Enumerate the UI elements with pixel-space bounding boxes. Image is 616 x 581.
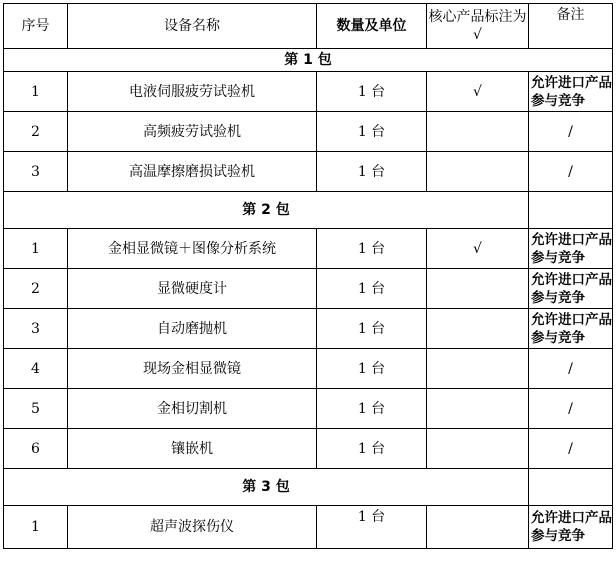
cell-name: 自动磨抛机 — [68, 309, 317, 349]
cell-core: √ — [427, 229, 529, 269]
package-note-empty — [529, 192, 613, 229]
cell-qty: 1 台 — [317, 269, 427, 309]
table-row — [4, 72, 613, 112]
header-qty: 数量及单位 — [317, 4, 427, 49]
cell-qty: 1 台 — [317, 229, 427, 269]
package-label: 第 2 包 — [4, 192, 529, 229]
cell-core — [427, 349, 529, 389]
package-label: 第 3 包 — [4, 469, 529, 506]
table-row — [4, 429, 613, 469]
cell-core — [427, 506, 529, 549]
cell-qty: 1 台 — [317, 112, 427, 152]
cell-qty: 1 台 — [317, 506, 427, 549]
cell-name: 金相切割机 — [68, 389, 317, 429]
cell-index: 6 — [4, 429, 68, 469]
package-label: 第 1 包 — [4, 49, 613, 72]
cell-core — [427, 429, 529, 469]
cell-core: √ — [427, 72, 529, 112]
table-row — [4, 349, 613, 389]
table-row — [4, 269, 613, 309]
equipment-table — [3, 3, 613, 549]
cell-name: 金相显微镜＋图像分析系统 — [68, 229, 317, 269]
cell-qty: 1 台 — [317, 309, 427, 349]
cell-core — [427, 112, 529, 152]
table-row — [4, 309, 613, 349]
cell-name: 镶嵌机 — [68, 429, 317, 469]
cell-note: / — [529, 429, 613, 469]
table-row — [4, 389, 613, 429]
cell-index: 1 — [4, 506, 68, 549]
cell-qty: 1 台 — [317, 152, 427, 192]
package-row — [4, 192, 613, 229]
cell-note: / — [529, 112, 613, 152]
cell-note: / — [529, 152, 613, 192]
cell-qty: 1 台 — [317, 389, 427, 429]
cell-qty: 1 台 — [317, 349, 427, 389]
cell-index: 5 — [4, 389, 68, 429]
cell-index: 1 — [4, 229, 68, 269]
cell-note: / — [529, 389, 613, 429]
cell-core — [427, 152, 529, 192]
cell-name: 显微硬度计 — [68, 269, 317, 309]
cell-index: 3 — [4, 152, 68, 192]
cell-name: 高温摩擦磨损试验机 — [68, 152, 317, 192]
cell-note: 允许进口产品参与竞争 — [529, 269, 613, 309]
package-note-empty — [529, 469, 613, 506]
cell-note: 允许进口产品参与竞争 — [529, 229, 613, 269]
cell-qty: 1 台 — [317, 72, 427, 112]
cell-note: / — [529, 349, 613, 389]
cell-index: 1 — [4, 72, 68, 112]
table-row — [4, 152, 613, 192]
cell-core — [427, 389, 529, 429]
package-row — [4, 469, 613, 506]
header-core: 核心产品标注为√ — [427, 4, 529, 49]
cell-qty: 1 台 — [317, 429, 427, 469]
table-row — [4, 112, 613, 152]
header-note: 备注 — [529, 4, 613, 49]
cell-index: 2 — [4, 269, 68, 309]
table-row — [4, 506, 613, 549]
cell-name: 电液伺服疲劳试验机 — [68, 72, 317, 112]
header-name: 设备名称 — [68, 4, 317, 49]
cell-core — [427, 269, 529, 309]
header-row — [4, 4, 613, 49]
cell-note: 允许进口产品参与竞争 — [529, 309, 613, 349]
cell-note: 允许进口产品参与竞争 — [529, 506, 613, 549]
cell-name: 高频疲劳试验机 — [68, 112, 317, 152]
cell-name: 现场金相显微镜 — [68, 349, 317, 389]
cell-index: 4 — [4, 349, 68, 389]
cell-name: 超声波探伤仪 — [68, 506, 317, 549]
cell-index: 3 — [4, 309, 68, 349]
document-page — [3, 3, 613, 549]
table-row — [4, 229, 613, 269]
cell-core — [427, 309, 529, 349]
header-index: 序号 — [4, 4, 68, 49]
package-row — [4, 49, 613, 72]
cell-index: 2 — [4, 112, 68, 152]
cell-note: 允许进口产品参与竞争 — [529, 72, 613, 112]
